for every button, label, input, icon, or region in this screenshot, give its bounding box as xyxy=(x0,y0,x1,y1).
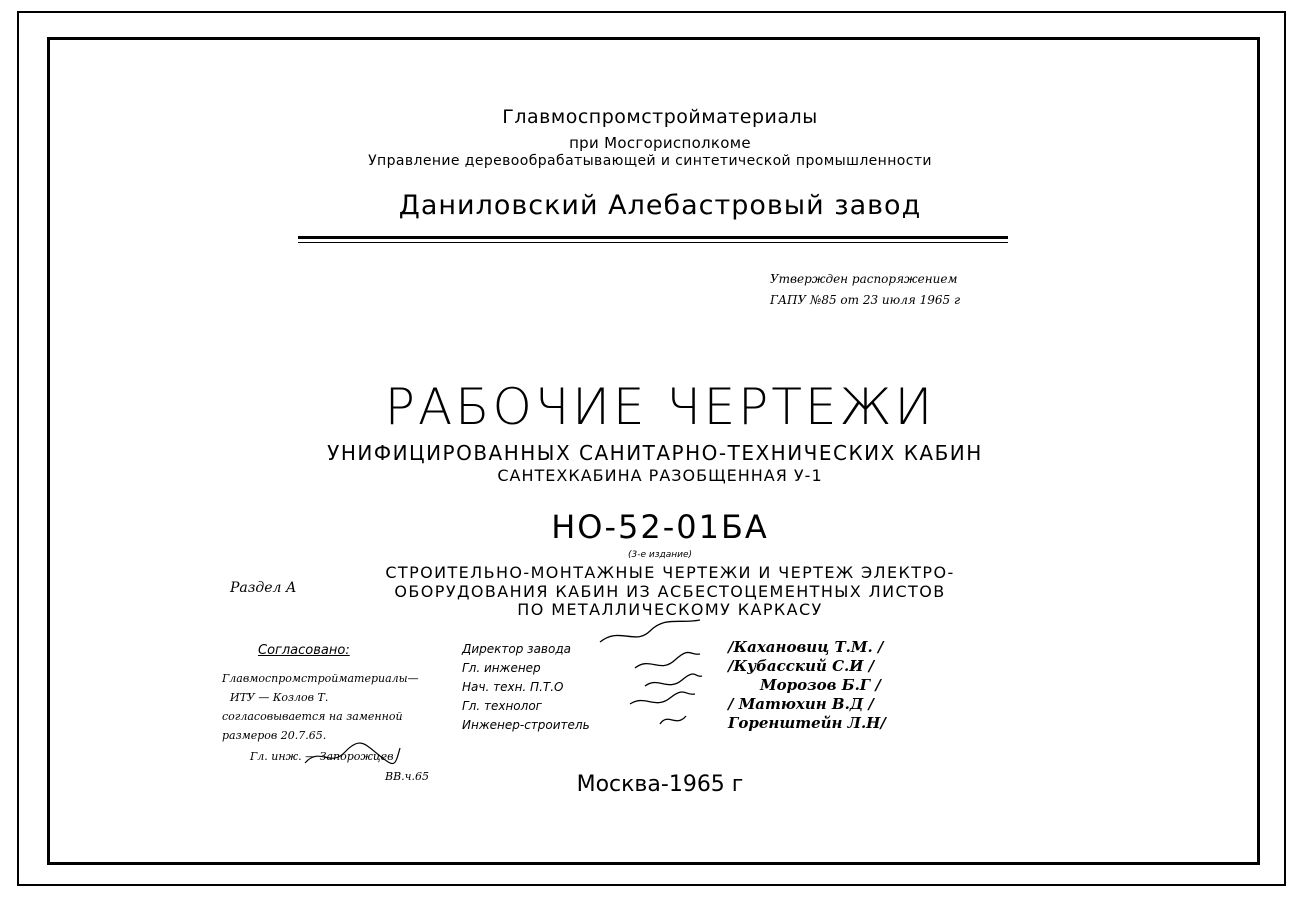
plant-name: Даниловский Алебастровый завод xyxy=(398,190,922,221)
approval-line-2: ГАПУ №85 от 23 июля 1965 г xyxy=(770,293,961,307)
agreed-line-4: размеров 20.7.65. xyxy=(222,729,327,742)
main-title: РАБОЧИЕ ЧЕРТЕЖИ xyxy=(384,378,936,436)
section-label: Раздел А xyxy=(230,580,297,596)
ministry-line-1: Главмоспромстройматериалы xyxy=(502,106,818,128)
subtitle-line-2: САНТЕХКАБИНА РАЗОБЩЕННАЯ У-1 xyxy=(497,466,823,485)
header-rule-thick xyxy=(298,236,1008,239)
signature-role-5: Инженер-строитель xyxy=(462,718,590,732)
agreed-signature xyxy=(300,738,410,778)
signature-name-2: /Кубасский С.И / xyxy=(728,657,875,675)
signature-name-5: Горенштейн Л.Н/ xyxy=(728,714,886,732)
place-and-year: Москва-1965 г xyxy=(576,772,744,797)
ministry-line-3: Управление деревообрабатывающей и синтетической промышленности xyxy=(368,153,932,169)
document-code: НО-52-01БА xyxy=(551,508,769,546)
section-line-3: ПО МЕТАЛЛИЧЕСКОМУ КАРКАСУ xyxy=(517,600,823,619)
approval-line-1: Утвержден распоряжением xyxy=(770,272,958,286)
agreed-heading: Согласовано: xyxy=(258,643,350,658)
signature-role-3: Нач. техн. П.Т.О xyxy=(462,680,564,694)
section-line-1: СТРОИТЕЛЬНО-МОНТАЖНЫЕ ЧЕРТЕЖИ И ЧЕРТЕЖ ЭЛЕКТРО- xyxy=(385,563,955,582)
agreed-line-2: ИТУ — Козлов Т. xyxy=(230,691,329,704)
header-rule-thin xyxy=(298,242,1008,243)
signature-name-3: Морозов Б.Г / xyxy=(760,676,881,694)
agreed-line-5: Гл. инж. — Запорожцев xyxy=(250,750,394,763)
signature-role-2: Гл. инженер xyxy=(462,661,541,675)
signature-name-1: /Кахановиц Т.М. / xyxy=(728,638,884,656)
section-line-2: ОБОРУДОВАНИЯ КАБИН ИЗ АСБЕСТОЦЕМЕНТНЫХ ЛИСТОВ xyxy=(394,582,946,601)
signature-role-1: Директор завода xyxy=(462,642,571,656)
ministry-line-2: при Мосгорисполкоме xyxy=(569,134,751,152)
signature-name-4: / Матюхин В.Д / xyxy=(728,695,874,713)
agreed-line-1: Главмоспромстройматериалы— xyxy=(222,672,419,685)
edition-note: (3-е издание) xyxy=(627,550,693,560)
subtitle-line-1: УНИФИЦИРОВАННЫХ САНИТАРНО-ТЕХНИЧЕСКИХ КАБИН xyxy=(327,441,983,465)
signature-role-4: Гл. технолог xyxy=(462,699,542,713)
agreed-line-6: ВВ.ч.65 xyxy=(385,770,429,783)
agreed-line-3: согласовывается на заменной xyxy=(222,710,403,723)
handwritten-signatures xyxy=(590,616,740,736)
